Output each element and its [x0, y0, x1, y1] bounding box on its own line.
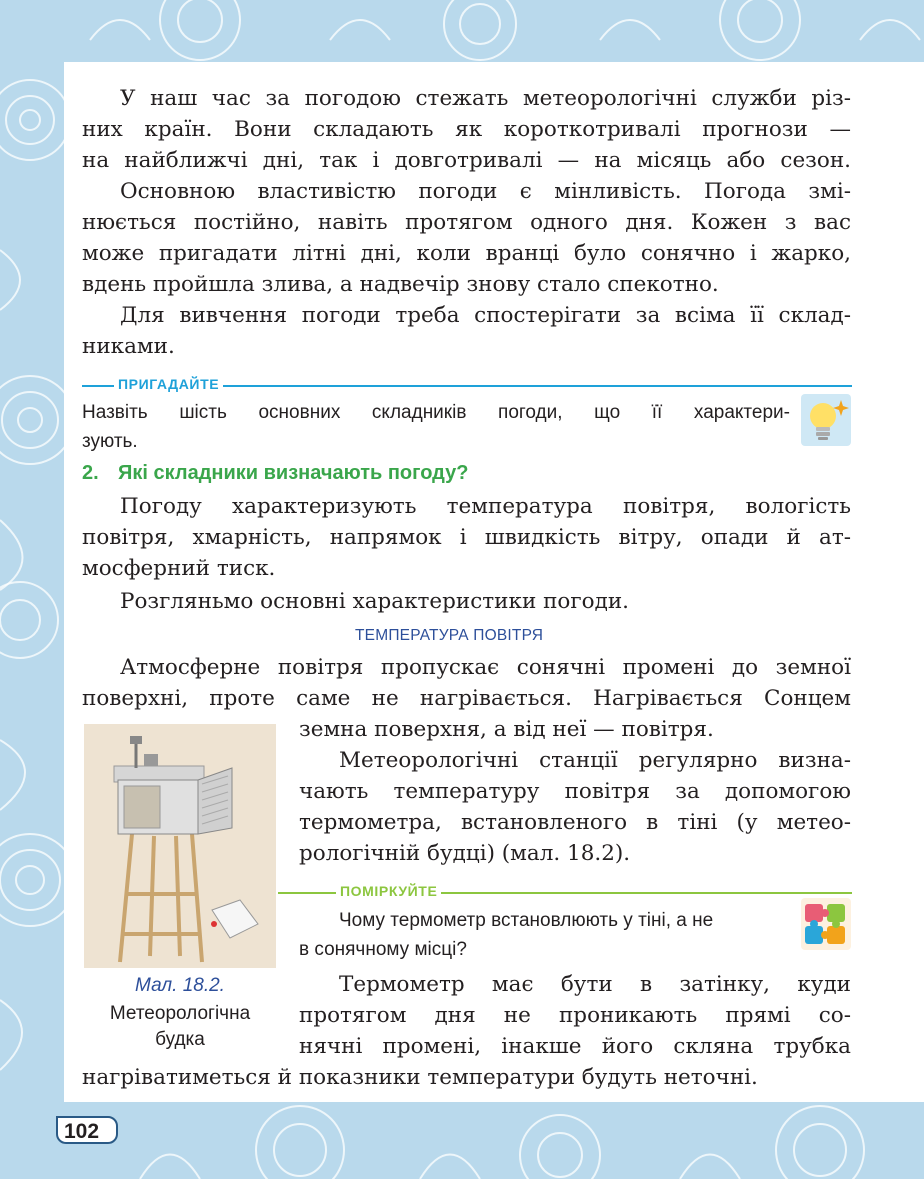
- text-line: поверхні, проте саме не нагрівається. Нагрівається Сонцем: [82, 686, 851, 711]
- text-line: У наш час за погодою стежать метеорологічні служби різ-: [120, 86, 851, 111]
- text-line: Для вивчення погоди треба спостерігати за всіма її склад-: [120, 303, 851, 328]
- text-line: Термометр має бути в затінку, куди: [339, 972, 851, 997]
- page-number: 102: [56, 1116, 118, 1144]
- text-line: Основною властивістю погоди є мінливість. Погода змі-: [120, 179, 851, 204]
- text-line: Метеорологічні станції регулярно визна-: [339, 748, 851, 773]
- figure-weather-box: [84, 724, 276, 968]
- section-title: Які складники визначають погоду?: [118, 462, 469, 484]
- text-line: повітря, хмарність, напрямок і швидкість вітру, опади й ат-: [82, 525, 851, 550]
- section-number: 2.: [82, 462, 99, 484]
- text-line: рологічній будці) (мал. 18.2).: [299, 841, 631, 866]
- text-line: може пригадати літні дні, коли вранці було сонячно і жарко,: [82, 241, 851, 266]
- text-line: протягом дня не проникають прямі со-: [299, 1003, 851, 1028]
- figure-caption-line: Метеорологічна: [109, 1003, 251, 1024]
- text-line: чають температуру повітря за допомогою: [299, 779, 851, 804]
- subsection-heading: ТЕМПЕРАТУРА ПОВІТРЯ: [355, 627, 544, 644]
- text-line: Погоду характеризують температура повітря, вологість: [120, 494, 851, 519]
- text-line: мосферний тиск.: [82, 556, 276, 581]
- text-line: нагріватиметься й показники температури будуть неточні.: [82, 1065, 758, 1090]
- remember-text-line: Назвіть шість основних складників погоди, що її характери-: [82, 402, 790, 423]
- text-line: нячні промені, інакше його скляна трубка: [299, 1034, 851, 1059]
- text-line: Атмосферне повітря пропускає сонячні промені до земної: [120, 655, 851, 680]
- think-text-line: в сонячному місці?: [299, 939, 467, 960]
- text-line: земна поверхня, а від неї — повітря.: [299, 717, 714, 742]
- text-line: на найближчі дні, так і довготривалі — на місяць або сезон.: [82, 148, 851, 173]
- remember-text-line: зують.: [82, 431, 138, 452]
- text-line: термометра, встановленого в тіні (у метео-: [299, 810, 851, 835]
- text-line: них країн. Вони складають як короткотривалі прогнози —: [82, 117, 851, 142]
- think-label: ПОМІРКУЙТЕ: [336, 883, 441, 899]
- text-line: Розгляньмо основні характеристики погоди.: [120, 589, 629, 614]
- remember-label: ПРИГАДАЙТЕ: [114, 376, 223, 392]
- lightbulb-icon: [801, 394, 851, 446]
- figure-number: Мал. 18.2.: [135, 975, 225, 996]
- text-line: вдень пройшла злива, а надвечір знову стало спекотно.: [82, 272, 719, 297]
- weather-box-image: [84, 724, 276, 968]
- text-line: никами.: [82, 334, 175, 359]
- puzzle-icon: [801, 898, 851, 950]
- think-text-line: Чому термометр встановлюють у тіні, а не: [339, 910, 714, 931]
- figure-caption-line: будка: [155, 1029, 205, 1050]
- text-line: нюється постійно, навіть протягом одного дня. Кожен з вас: [82, 210, 851, 235]
